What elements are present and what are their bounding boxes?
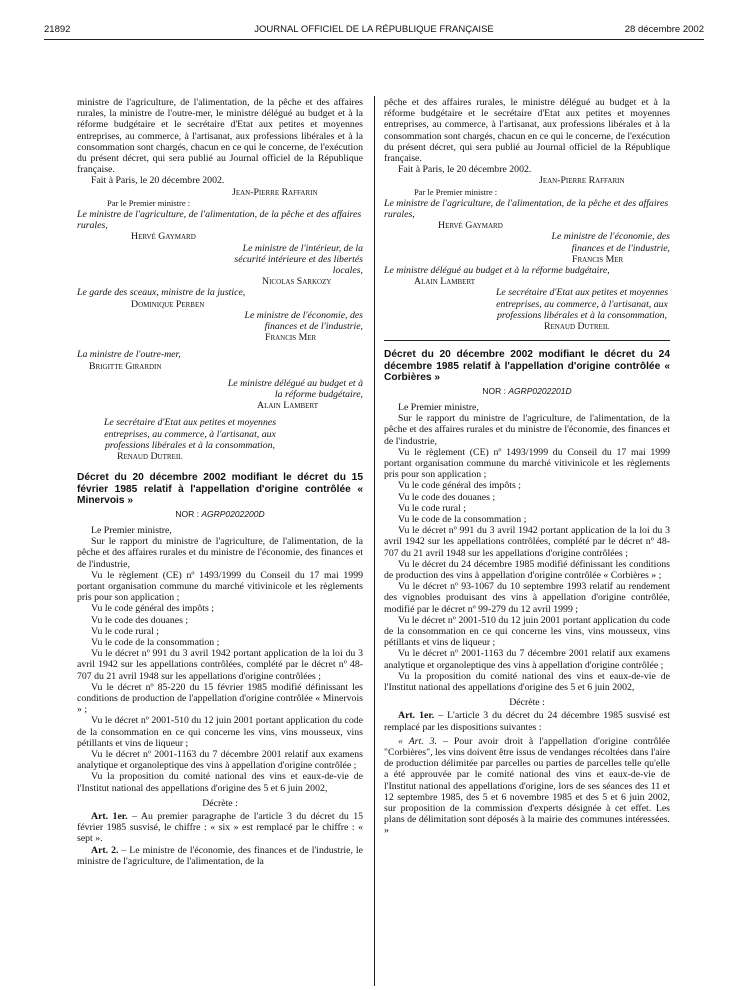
signatory-name: Francis Mer: [265, 332, 317, 344]
decrete-heading: Décrète :: [509, 697, 545, 709]
nor-code: AGRP0202200D: [201, 508, 265, 519]
nor-label: NOR :: [175, 508, 199, 519]
body-paragraph: Vu le code général des impôts ;: [398, 480, 521, 492]
right-column: [384, 97, 670, 837]
body-paragraph: Vu le règlement (CE) nº 1493/1999 du Conseil du 17 mai 1999 portant organisation commune du marché vitivinicole et les règlements pris pour son application ;: [384, 446, 670, 481]
article-label: Art. 1er.: [398, 710, 435, 722]
signatory-role: Le secrétaire d'Etat aux petites et moyennes entreprises, au commerce, à l'artisanat, aux professions libérales et à la consommation,: [495, 287, 669, 321]
column-divider: [374, 96, 375, 986]
body-paragraph: Vu le code des douanes ;: [91, 614, 189, 626]
article-3-quote: [384, 736, 670, 837]
signatory-name: Dominique Perben: [131, 298, 205, 310]
body-paragraph: Vu le décret nº 2001-1163 du 7 décembre 2001 relatif aux examens analytique et organoleptique des vins à appellation d'origine contrôlée ;: [77, 749, 363, 772]
body-paragraph: Vu le décret du 24 décembre 1985 modifié définissant les conditions de production des vins à appellation d'origine contrôlée « Corbières » ;: [384, 558, 670, 582]
body-paragraph: Le Premier ministre,: [398, 401, 479, 413]
signatory-role: Le ministre de l'agriculture, de l'alimentation, de la pêche et des affaires rurales,: [384, 197, 669, 221]
article-label: Art. 1er.: [91, 811, 128, 823]
closing-paragraph: pêche et des affaires rurales, le ministre délégué au budget et à la réforme budgétaire et le secrétaire d'Etat aux petites et moyennes entreprises, au commerce, à l'artisanat, aux professions libérales et à la consommation sont chargés, chacun en ce qui le concerne, de l'exécution du présent décret, qui sera publié au Journal officiel de la République française.: [384, 97, 670, 165]
header-rule: [44, 39, 704, 40]
signatory-role: Le ministre de l'agriculture, de l'alimentation, de la pêche et des affaires rurales,: [77, 209, 362, 232]
signatory-name: Renaud Dutreil: [544, 321, 610, 333]
signatory-name: Renaud Dutreil: [117, 451, 183, 463]
signatory-role: Le garde des sceaux, ministre de la justice,: [77, 287, 246, 299]
nor-code: AGRP0202201D: [508, 385, 572, 396]
signature-pm: Jean-Pierre Raffarin: [232, 186, 318, 198]
body-paragraph: Sur le rapport du ministre de l'agriculture, de l'alimentation, de la pêche et des affaires rurales et du ministre de l'économie, des finances et de l'industrie,: [77, 536, 363, 570]
signatory-role: Le ministre délégué au budget et à la réforme budgétaire,: [384, 265, 610, 277]
signatory-name: Francis Mer: [572, 253, 624, 265]
body-paragraph: Le Premier ministre,: [91, 525, 172, 536]
page-header: [44, 24, 704, 38]
article-2: [77, 845, 363, 867]
signatory-role: Le ministre de l'intérieur, de la sécurité intérieure et des libertés locales,: [234, 242, 363, 277]
signatory-role: Le ministre de l'économie, des finances et de l'industrie,: [551, 231, 670, 254]
body-paragraph: Vu la proposition du comité national des vins et eaux-de-vie de l'Institut national des appellations d'origine des 5 et 6 juin 2002,: [384, 670, 670, 694]
signature-pm: Jean-Pierre Raffarin: [539, 175, 625, 187]
left-column: [77, 97, 363, 867]
body-paragraph: Vu le décret nº 93-1067 du 10 septembre 1993 relatif au rendement des vignobles produisant des vins à appellation d'origine contrôlée, modifié par le décret nº 99-279 du 12 avril 1999 ;: [384, 581, 670, 615]
signatory-role: Le secrétaire d'Etat aux petites et moyennes entreprises, au commerce, à l'artisanat, aux professions libérales et à la consommation,: [103, 417, 277, 451]
article-text: – Pour avoir droit à l'appellation d'origine contrôlée "Corbières", les vins doivent être issus de vendanges récoltées dans l'aire de production délimitée par parcelles ou parties de parcelles telle qu'elle a été approuvée par le comité national des vins et eaux-de-vie de l'Institut national des appellations d'origine, lors de ses séances des 11 et 12 septembre 1985, des 5 et 6 novembre 1985 et des 5 et 6 juin 2002, sur proposition de la commission d'experts désignée à cet effet. Les plans de délimitation sont déposés à la mairie des communes intéressées. »: [384, 735, 671, 837]
signatory-name: Alain Lambert: [414, 276, 475, 288]
decree-body: [77, 525, 363, 794]
par-premier-ministre: Par le Premier ministre :: [107, 197, 191, 208]
journal-title: JOURNAL OFFICIEL DE LA RÉPUBLIQUE FRANÇAISE: [254, 24, 494, 35]
body-paragraph: Vu le décret nº 991 du 3 avril 1942 portant application de la loi du 3 avril 1942 sur les appellations contrôlées, complété par le décret nº 48-707 du 21 avril 1948 sur les appellations d'origine contrôlées ;: [384, 525, 670, 559]
article-label: « Art. 3.: [398, 735, 437, 747]
article-1: [384, 710, 670, 732]
signatory-role: La ministre de l'outre-mer,: [77, 349, 181, 361]
body-paragraph: Vu le code des douanes ;: [398, 491, 496, 503]
body-paragraph: Vu le décret nº 2001-510 du 12 juin 2001 portant application du code de la consommation en ce qui concerne les vins, vins mousseux, vins pétillants et vins de liqueur ;: [384, 614, 670, 649]
closing-paragraph: ministre de l'agriculture, de l'alimentation, de la pêche et des affaires rurales, la ministre de l'outre-mer, le ministre délégué au budget et à la réforme budgétaire et le secrétaire d'Etat aux petites et moyennes entreprises, au commerce, à l'artisanat, aux professions libérales et à la consommation sont chargés, chacun en ce qui le concerne, de l'exécution du présent décret, qui sera publié au Journal officiel de la République française.: [77, 97, 363, 176]
section-rule: [384, 340, 670, 341]
body-paragraph: Vu la proposition du comité national des vins et eaux-de-vie de l'Institut national des appellations d'origine des 5 et 6 juin 2002,: [77, 771, 363, 794]
body-paragraph: Vu le décret nº 85-220 du 15 février 1985 modifié définissant les conditions de production de l'appellation d'origine contrôlée « Minervois » ;: [77, 681, 363, 716]
article-label: Art. 2.: [91, 844, 119, 856]
signatory-name: Alain Lambert: [257, 400, 318, 412]
body-paragraph: Vu le code de la consommation ;: [398, 514, 527, 525]
decrete-heading: Décrète :: [202, 797, 238, 809]
article-text: – Le ministre de l'économie, des finances et de l'industrie, le ministre de l'agriculture, de l'alimentation, de la: [77, 844, 363, 867]
decree-title: Décret du 20 décembre 2002 modifiant le décret du 24 décembre 1985 relatif à l'appellation d'origine contrôlée « Corbières »: [384, 349, 670, 384]
signatory-role: Le ministre délégué au budget et à la réforme budgétaire,: [227, 377, 363, 401]
article-text: – L'article 3 du décret du 24 décembre 1985 susvisé est remplacé par les dispositions suivantes :: [384, 710, 670, 733]
signatory-name: Brigitte Girardin: [89, 360, 162, 372]
body-paragraph: Vu le décret nº 2001-1163 du 7 décembre 2001 relatif aux examens analytique et organoleptique des vins à appellation d'origine contrôlée ;: [384, 648, 670, 671]
signatory-role: Le ministre de l'économie, des finances et de l'industrie,: [244, 309, 363, 333]
body-paragraph: Sur le rapport du ministre de l'agriculture, de l'alimentation, de la pêche et des affaires rurales et du ministre de l'économie, des finances et de l'industrie,: [384, 413, 670, 447]
nor-reference: [77, 509, 363, 520]
nor-reference: [384, 386, 670, 397]
article-text: – Au premier paragraphe de l'article 3 du décret du 15 février 1985 susvisé, le chiffre : « six » est remplacé par le chiffre : « sept ».: [77, 811, 364, 845]
body-paragraph: Vu le code de la consommation ;: [91, 637, 220, 649]
article-1: [77, 811, 363, 845]
signatory-name: Nicolas Sarkozy: [262, 276, 332, 288]
fait-a-paris: Fait à Paris, le 20 décembre 2002.: [91, 175, 225, 187]
body-paragraph: Vu le décret nº 2001-510 du 12 juin 2001 portant application du code de la consommation en ce qui concerne les vins, vins mousseux, vins pétillants et vins de liqueur ;: [77, 715, 363, 749]
fait-a-paris: Fait à Paris, le 20 décembre 2002.: [398, 164, 532, 176]
body-paragraph: Vu le code rural ;: [398, 502, 466, 514]
body-paragraph: Vu le décret nº 991 du 3 avril 1942 portant application de la loi du 3 avril 1942 sur les appellations contrôlées, complété par le décret nº 48-707 du 21 avril 1948 sur les appellations d'origine contrôlées ;: [77, 648, 363, 682]
body-paragraph: Vu le règlement (CE) nº 1493/1999 du Conseil du 17 mai 1999 portant organisation commune du marché vitivinicole et les règlements pris pour son application ;: [77, 569, 363, 604]
body-paragraph: Vu le code rural ;: [91, 625, 159, 637]
page-number: 21892: [44, 24, 71, 35]
nor-label: NOR :: [482, 385, 506, 396]
par-premier-ministre: Par le Premier ministre :: [414, 186, 498, 197]
body-paragraph: Vu le code général des impôts ;: [91, 603, 214, 615]
signatory-name: Hervé Gaymard: [438, 220, 503, 232]
signatory-name: Hervé Gaymard: [131, 231, 196, 243]
decree-title: Décret du 20 décembre 2002 modifiant le décret du 15 février 1985 relatif à l'appellation d'origine contrôlée « Minervois »: [77, 472, 363, 507]
decree-body: [384, 402, 670, 693]
issue-date: 28 décembre 2002: [624, 24, 704, 35]
